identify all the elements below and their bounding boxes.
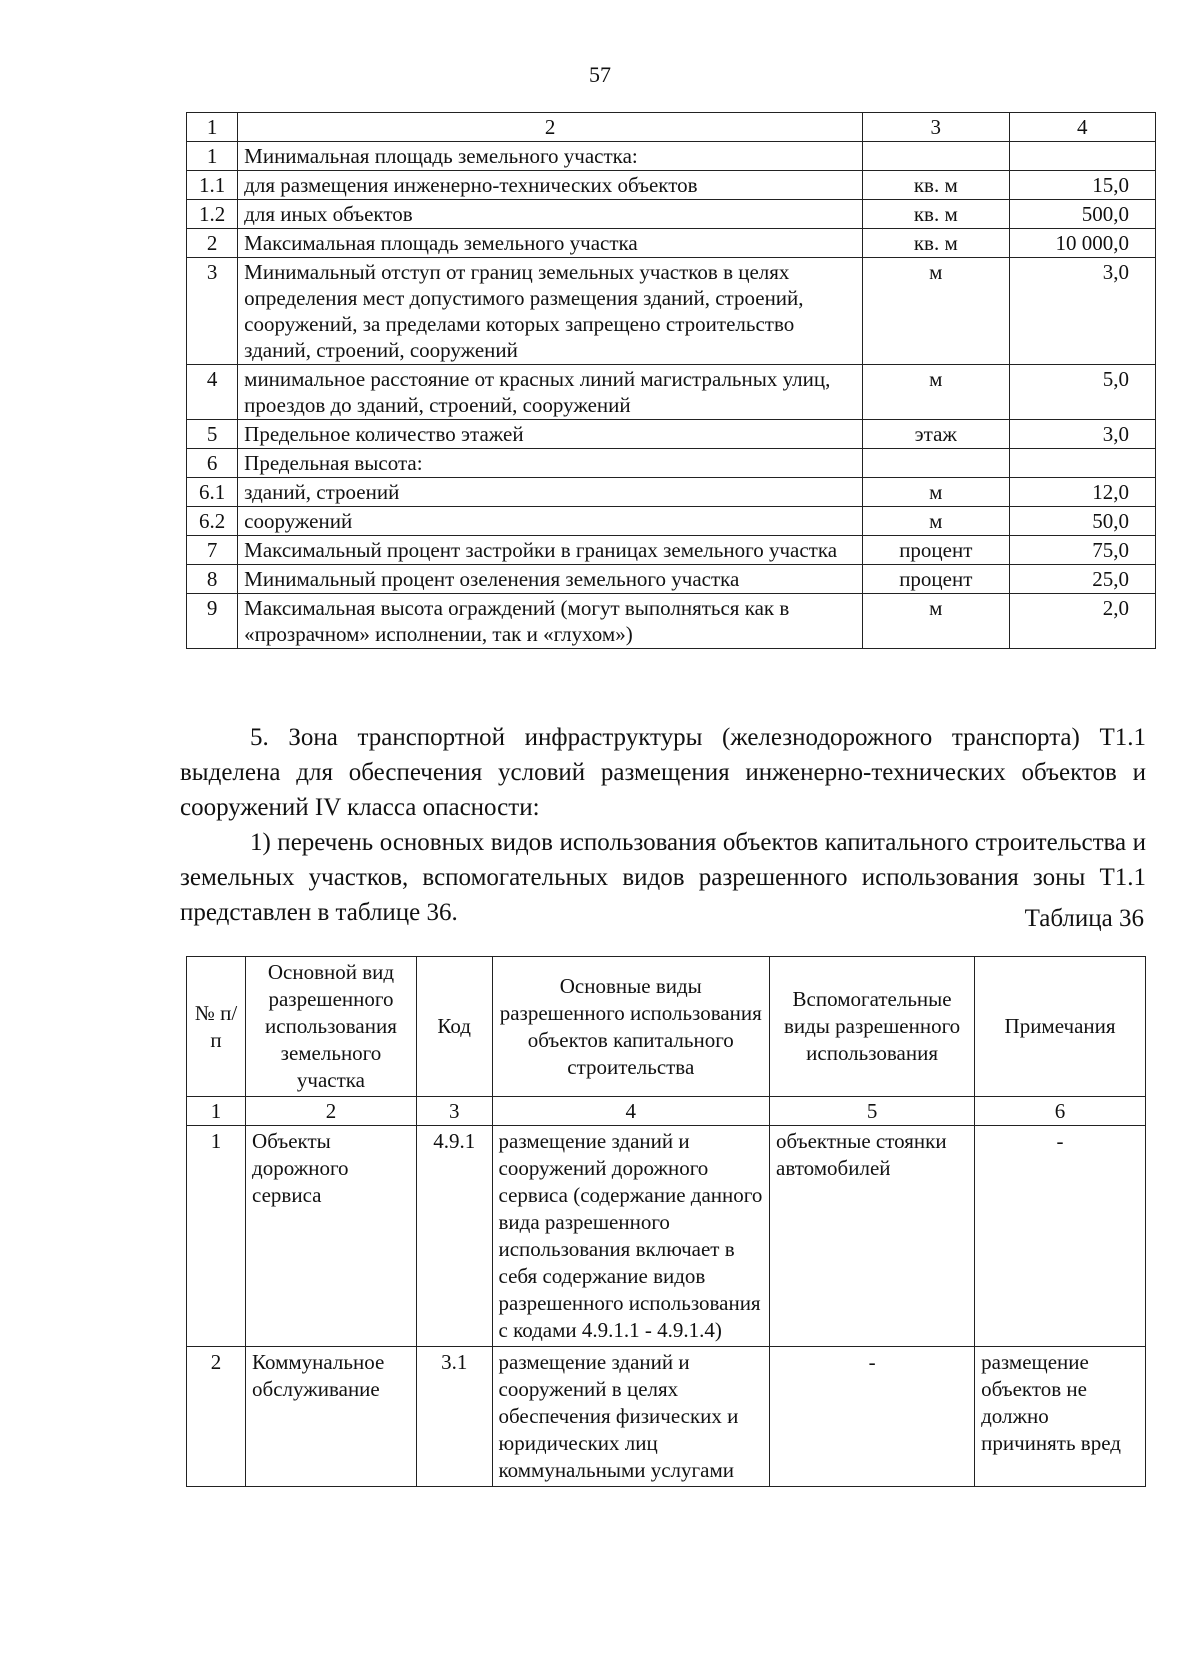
permitted-uses-paragraph: 1) перечень основных видов использования объектов капитального строительства и земельных участков, вспомогательных видов разрешенного использования зоны Т1.1 представлен в таблице 36. [180,829,1146,926]
row-number: 3 [187,258,238,365]
parameter-unit: м [863,258,1009,365]
table-row [187,478,1156,507]
table-row [187,229,1156,258]
column-index: 1 [187,1097,246,1126]
parameter-value [1009,449,1155,478]
row-number: 6.1 [187,478,238,507]
parameter-name: Максимальная площадь земельного участка [238,229,863,258]
table-header-row [187,957,1146,1097]
row-number: 4 [187,365,238,420]
parameter-unit: кв. м [863,200,1009,229]
notes: размещение объектов не должно причинять вред [975,1347,1146,1487]
page-number: 57 [589,62,611,87]
table-row [187,1347,1146,1487]
main-kinds: размещение зданий и сооружений дорожного сервиса (содержание данного вида разрешенного использования включает в себя содержание видов разрешенного использования с кодами 4.9.1.1 - 4.9.1.4) [492,1126,770,1347]
use-code: 3.1 [416,1347,492,1487]
row-number: 1 [187,142,238,171]
parameter-value: 12,0 [1009,478,1155,507]
parameter-name: Минимальная площадь земельного участка: [238,142,863,171]
parameter-unit: процент [863,536,1009,565]
main-use: Коммунальное обслуживание [246,1347,417,1487]
header-col-4: 4 [1009,113,1155,142]
parameter-name: для размещения инженерно-технических объектов [238,171,863,200]
row-number: 8 [187,565,238,594]
parameter-name: минимальное расстояние от красных линий магистральных улиц, проездов до зданий, строений, сооружений [238,365,863,420]
parameter-name: Максимальная высота ограждений (могут выполняться как в «прозрачном» исполнении, так и «глухом») [238,594,863,649]
header-col-3: 3 [863,113,1009,142]
table-row [187,565,1156,594]
header-col-1: 1 [187,113,238,142]
row-number: 1.2 [187,200,238,229]
use-code: 4.9.1 [416,1126,492,1347]
parameter-value: 3,0 [1009,420,1155,449]
table-row [187,365,1156,420]
parameter-unit: процент [863,565,1009,594]
permitted-uses-table [186,956,1146,1487]
notes: - [975,1126,1146,1347]
row-number: 6.2 [187,507,238,536]
table-row [187,1126,1146,1347]
parameter-unit: кв. м [863,229,1009,258]
table-caption: Таблица 36 [1024,905,1144,932]
row-number: 7 [187,536,238,565]
parameter-unit [863,449,1009,478]
parameter-name: для иных объектов [238,200,863,229]
parameter-value: 3,0 [1009,258,1155,365]
header-main-kinds: Основные виды разрешенного использования объектов капитального строительства [492,957,770,1097]
zone-parameters-table [186,112,1156,649]
row-number: 1 [187,1126,246,1347]
parameter-value: 10 000,0 [1009,229,1155,258]
header-code: Код [416,957,492,1097]
main-kinds: размещение зданий и сооружений в целях обеспечения физических и юридических лиц коммунальными услугами [492,1347,770,1487]
column-index: 6 [975,1097,1146,1126]
table-row [187,594,1156,649]
parameter-value: 25,0 [1009,565,1155,594]
table-header-row [187,113,1156,142]
table-row [187,200,1156,229]
column-index: 4 [492,1097,770,1126]
auxiliary-uses: объектные стоянки автомобилей [770,1126,975,1347]
column-index: 2 [246,1097,417,1126]
header-col-2: 2 [238,113,863,142]
table-row [187,449,1156,478]
parameter-unit: м [863,594,1009,649]
parameter-value: 75,0 [1009,536,1155,565]
table-row [187,171,1156,200]
parameter-unit: м [863,478,1009,507]
parameter-value [1009,142,1155,171]
parameter-name: зданий, строений [238,478,863,507]
table-row [187,258,1156,365]
parameter-unit: м [863,507,1009,536]
table-row [187,507,1156,536]
parameter-unit: кв. м [863,171,1009,200]
header-auxiliary: Вспомогательные виды разрешенного использования [770,957,975,1097]
parameter-name: Максимальный процент застройки в границах земельного участка [238,536,863,565]
row-number: 1.1 [187,171,238,200]
parameter-value: 50,0 [1009,507,1155,536]
zone-description-paragraph: 5. Зона транспортной инфраструктуры (железнодорожного транспорта) Т1.1 выделена для обеспечения условий размещения инженерно-технических объектов и сооружений IV класса опасности: [180,724,1146,821]
main-use: Объекты дорожного сервиса [246,1126,417,1347]
header-main-use: Основной вид разрешенного использования земельного участка [246,957,417,1097]
row-number: 5 [187,420,238,449]
row-number: 6 [187,449,238,478]
parameter-name: Минимальный отступ от границ земельных участков в целях определения мест допустимого размещения зданий, строений, сооружений, за пределами которых запрещено строительство зданий, строений, сооружений [238,258,863,365]
parameter-name: Предельное количество этажей [238,420,863,449]
parameter-name: сооружений [238,507,863,536]
header-number: № п/п [187,957,246,1097]
row-number: 2 [187,229,238,258]
column-index: 3 [416,1097,492,1126]
parameter-value: 2,0 [1009,594,1155,649]
row-number: 9 [187,594,238,649]
header-notes: Примечания [975,957,1146,1097]
table-row [187,142,1156,171]
table-row [187,536,1156,565]
column-index: 5 [770,1097,975,1126]
column-index-row [187,1097,1146,1126]
parameter-value: 5,0 [1009,365,1155,420]
parameter-name: Минимальный процент озеленения земельного участка [238,565,863,594]
row-number: 2 [187,1347,246,1487]
parameter-name: Предельная высота: [238,449,863,478]
parameter-unit: м [863,365,1009,420]
parameter-value: 15,0 [1009,171,1155,200]
parameter-value: 500,0 [1009,200,1155,229]
parameter-unit: этаж [863,420,1009,449]
auxiliary-uses: - [770,1347,975,1487]
parameter-unit [863,142,1009,171]
table-row [187,420,1156,449]
